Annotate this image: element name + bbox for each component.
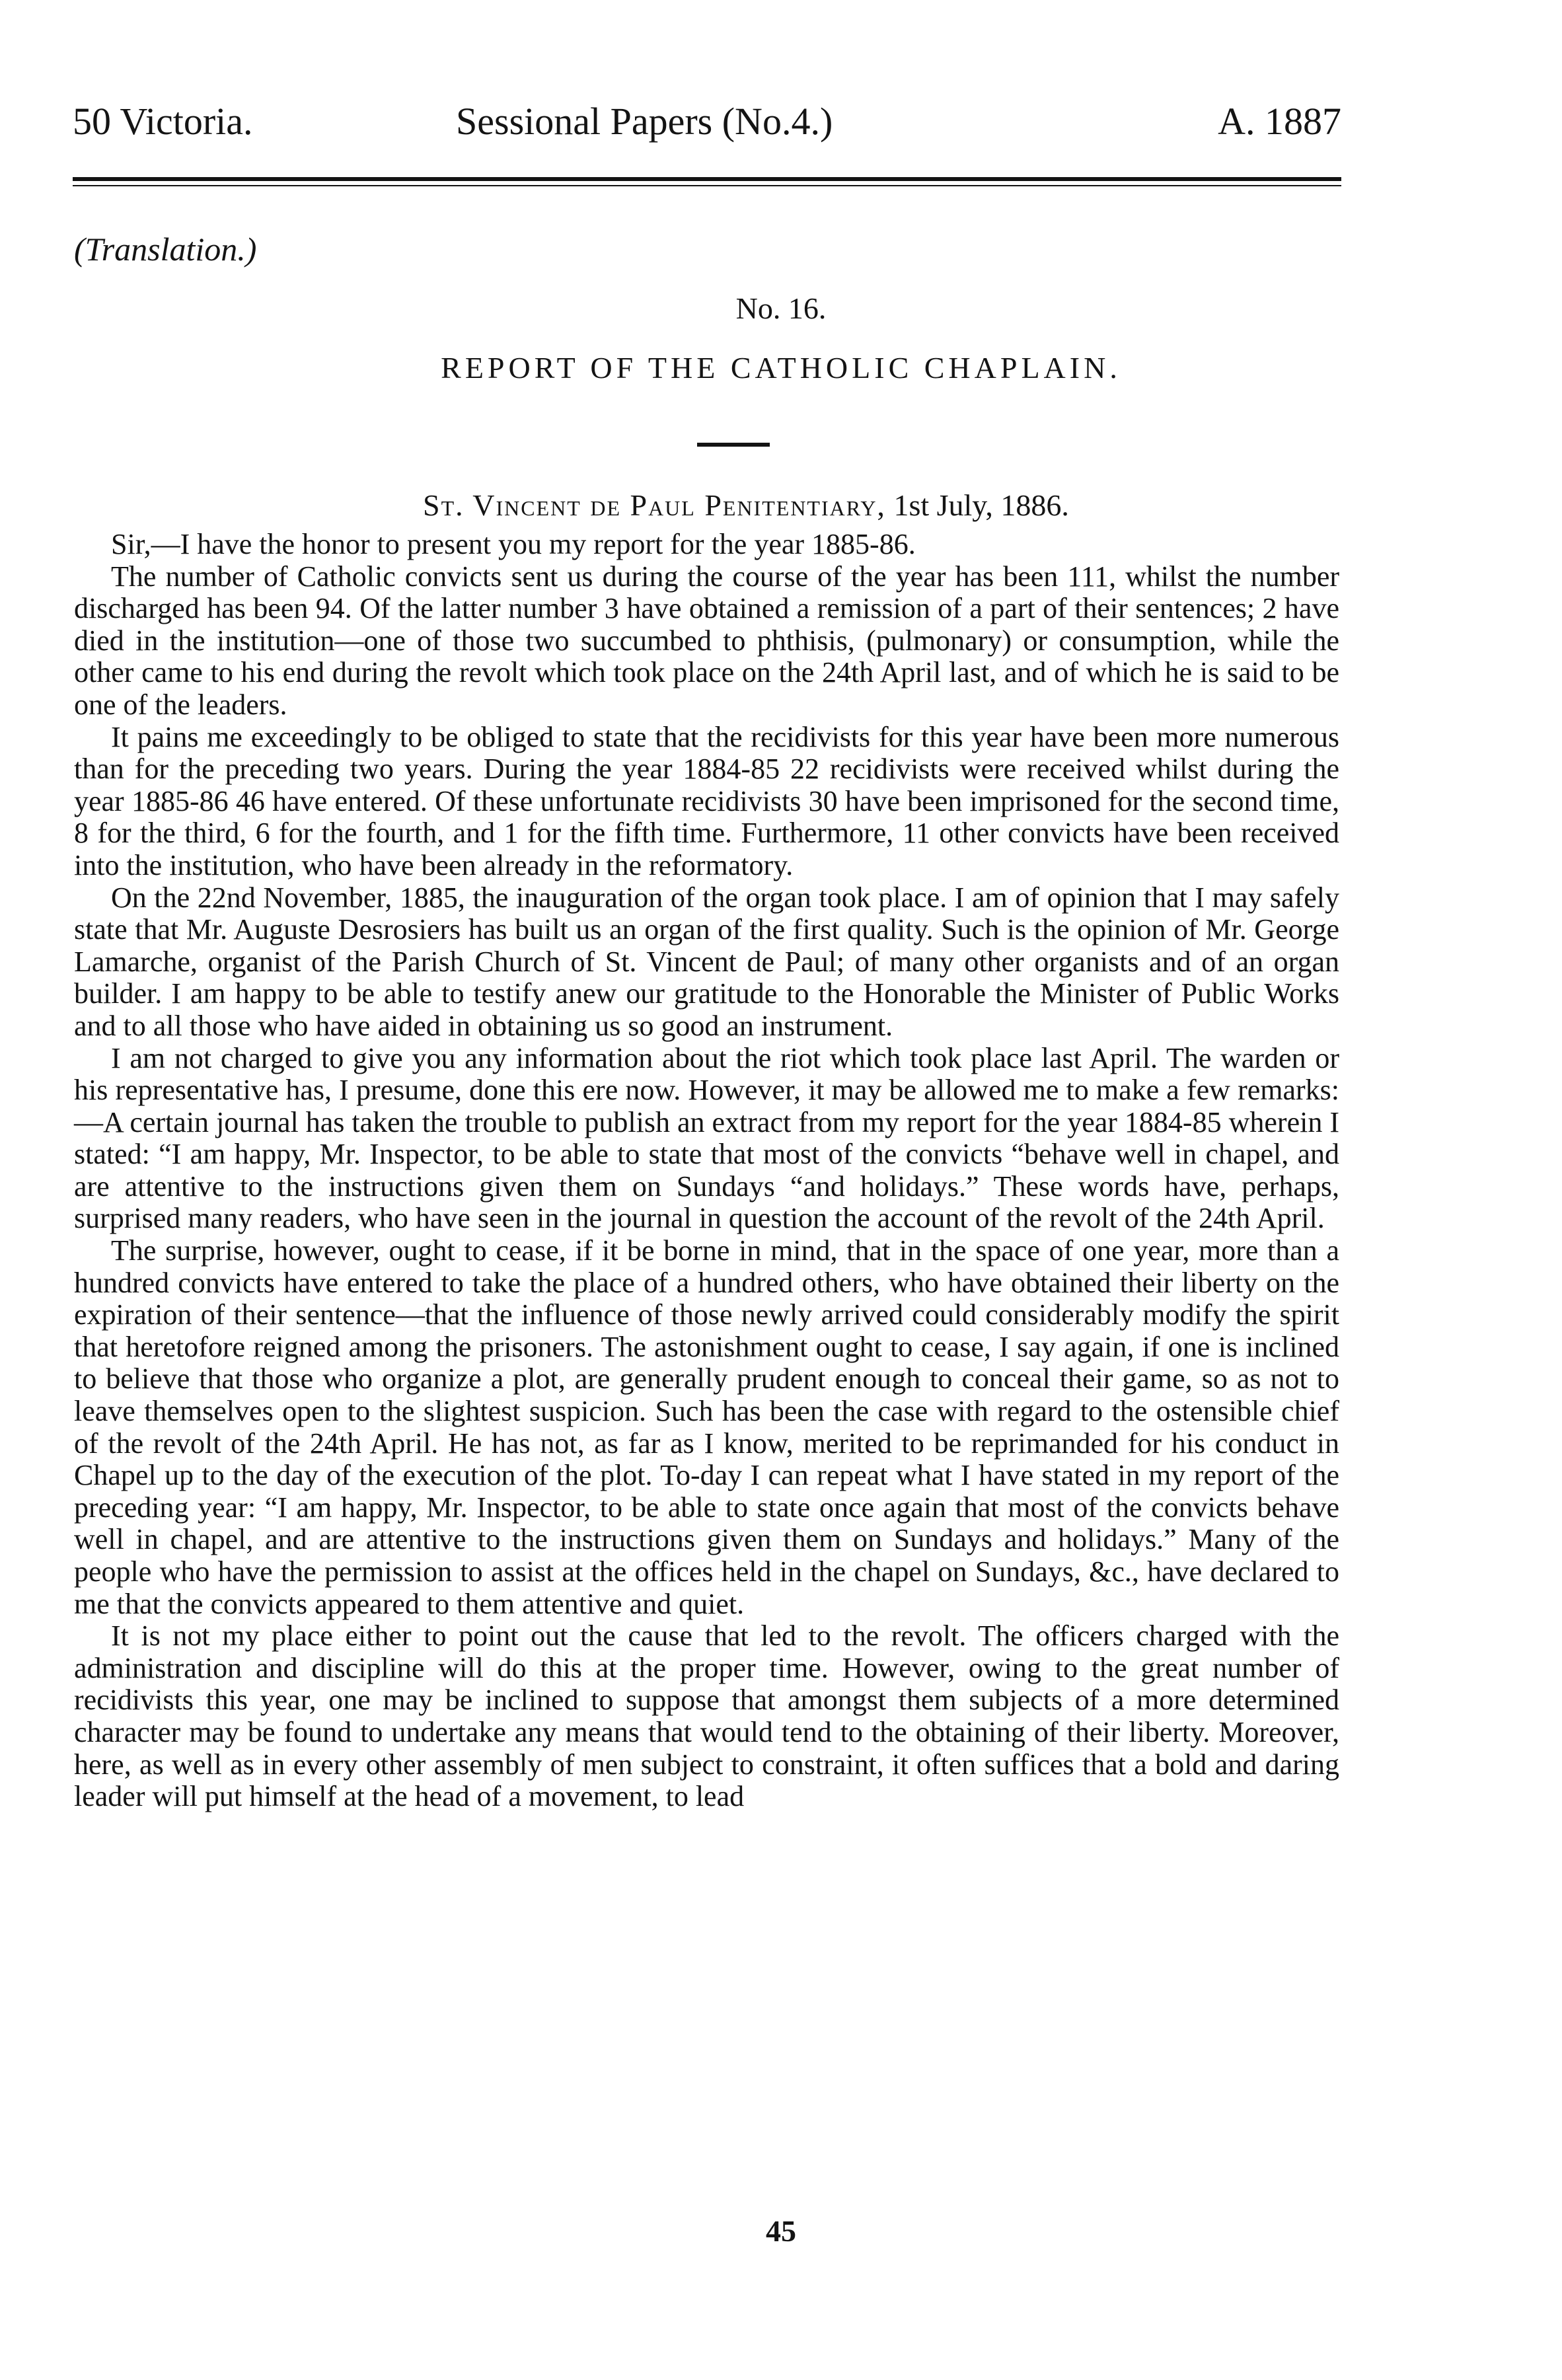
salutation: Sir,—I have the honor to present you my report for the year 1885-86.: [111, 528, 916, 560]
header-title: Sessional Papers (No.4.): [456, 100, 833, 143]
dateline-date: 1st July, 1886.: [893, 488, 1069, 522]
paragraph-convicts-count: The number of Catholic convicts sent us during the course of the year has been 111, whilst the number discharged has been 94. Of the latter number 3 have obtained a remission of a part of their sentences; 2 have died in the institution—one of those two succumbed to phthisis, (pulmonary) or consumption, while the other came to his end during the revolt which took place on the 24th April last, and of which he is said to be one of the leaders.: [74, 560, 1339, 721]
report-number: No. 16.: [735, 291, 827, 325]
page-number: 45: [766, 2214, 796, 2248]
translation-note: (Translation.): [74, 231, 257, 268]
title-divider: [697, 443, 770, 447]
page-header: [73, 99, 1341, 159]
paragraph-organ: On the 22nd November, 1885, the inauguration of the organ took place. I am of opinion that I may safely state that Mr. Auguste Desrosiers has built us an organ of the first quality. Such is the opinion of Mr. George Lamarche, organist of the Parish Church of St. Vincent de Paul; of many other organists and of an organ builder. I am happy to be able to testify anew our gratitude to the Honorable the Minister of Public Works and to all those who have aided in obtaining us so good an instrument.: [74, 881, 1339, 1042]
paragraph-recidivists: It pains me exceedingly to be obliged to state that the recidivists for this year have been more numerous than for the preceding two years. During the year 1884-85 22 recidivists were received whilst during the year 1885-86 46 have entered. Of these unfortunate recidivists 30 have been imprisoned for the second time, 8 for the third, 6 for the fourth, and 1 for the fifth time. Furthermore, 11 other convicts have been received into the institution, who have been already in the reformatory.: [74, 720, 1339, 881]
header-year: A. 1887: [1218, 100, 1341, 143]
header-rule-thick: [73, 177, 1341, 181]
paragraph-surprise: The surprise, however, ought to cease, if it be borne in mind, that in the space of one year, more than a hundred convicts have entered to take the place of a hundred others, who have obtained their liberty on the expiration of their sentence—that the influence of those newly arrived could considerably modify the spirit that heretofore reigned among the prisoners. The astonishment ought to cease, I say again, if one is inclined to believe that those who organize a plot, are generally prudent enough to conceal their game, so as not to leave themselves open to the slightest suspicion. Such has been the case with regard to the ostensible chief of the revolt of the 24th April. He has not, as far as I know, merited to be reprimanded for his conduct in Chapel up to the day of the execution of the plot. To-day I can repeat what I have stated in my report of the preceding year: “I am happy, Mr. Inspector, to be able to state once again that most of the convicts behave well in chapel, and are attentive to the instructions given them on Sundays and holidays.” Many of the people who have the permission to assist at the offices held in the chapel on Sundays, &c., have declared to me that the convicts appeared to them attentive and quiet.: [74, 1234, 1339, 1620]
paragraph-riot: I am not charged to give you any information about the riot which took place last April. The warden or his representative has, I presume, done this ere now. However, it may be allowed me to make a few remarks:—A certain journal has taken the trouble to publish an extract from my report for the year 1884-85 wherein I stated: “I am happy, Mr. Inspector, to be able to state that most of the convicts “behave well in chapel, and are attentive to the instructions given them on Sundays “and holidays.” These words have, perhaps, surprised many readers, who have seen in the journal in question the account of the revolt of the 24th April.: [74, 1041, 1339, 1235]
header-session: 50 Victoria.: [73, 100, 253, 143]
header-rule-thin: [73, 185, 1341, 186]
report-title: REPORT OF THE CATHOLIC CHAPLAIN.: [441, 351, 1121, 385]
report-body: [74, 529, 1339, 1813]
paragraph-revolt-cause: It is not my place either to point out the cause that led to the revolt. The officers charged with the administration and discipline will do this at the proper time. However, owing to the great number of recidivists this year, one may be inclined to suppose that amongst them subjects of a more determined character may be found to undertake any means that would tend to the obtaining of their liberty. Moreover, here, as well as in every other assembly of men subject to constraint, it often suffices that a bold and daring leader will put himself at the head of a movement, to lead: [74, 1619, 1339, 1813]
dateline-place: St. Vincent de Paul Penitentiary,: [423, 488, 886, 522]
dateline: [423, 488, 1069, 523]
